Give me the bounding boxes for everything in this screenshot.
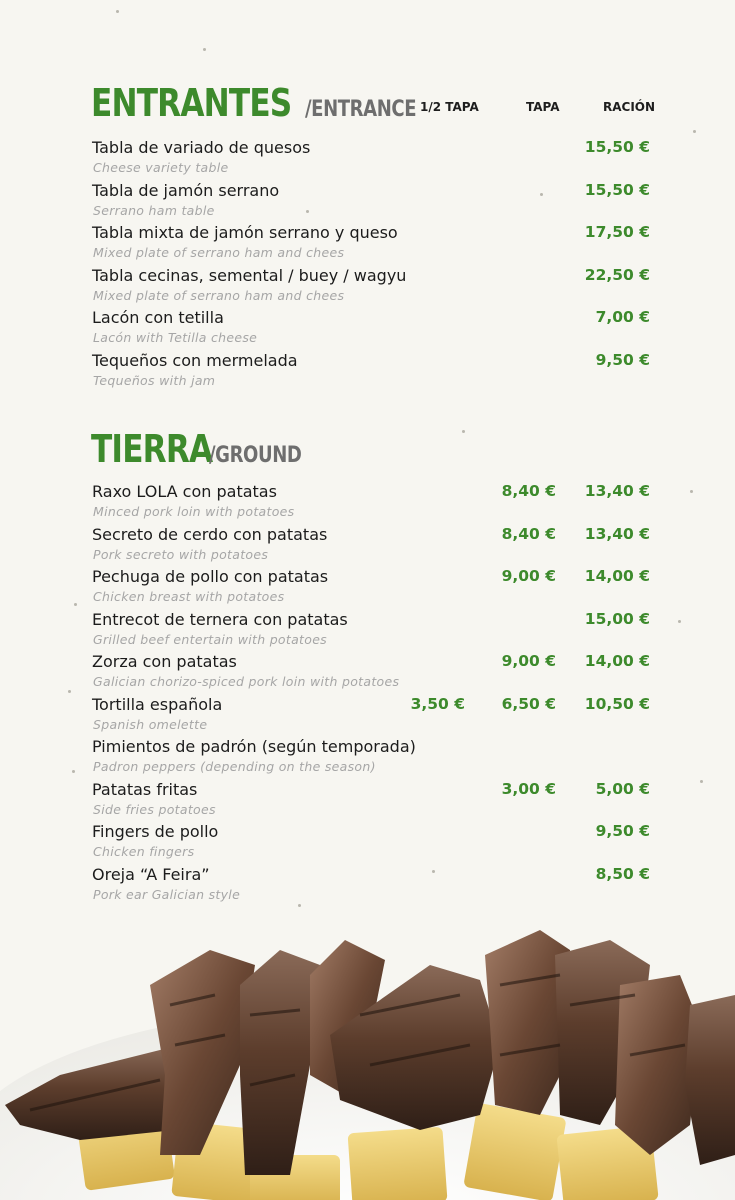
- menu-item-name: Secreto de cerdo con patatas: [92, 524, 328, 544]
- menu-item: [92, 138, 662, 181]
- section-subtitle: /ENTRANCE: [305, 97, 417, 122]
- paper-speck: [72, 770, 75, 773]
- price-tapa: 8,40 €: [501, 524, 556, 543]
- column-header-tapa: TAPA: [526, 100, 560, 114]
- price-tapa: 3,00 €: [501, 779, 556, 798]
- paper-speck: [203, 48, 206, 51]
- paper-speck: [678, 620, 681, 623]
- price-racion: 22,50 €: [584, 265, 650, 284]
- paper-speck: [74, 603, 77, 606]
- price-racion: 5,00 €: [595, 779, 650, 798]
- menu-item-description: Chicken breast with potatoes: [93, 589, 285, 604]
- menu-item: [92, 351, 662, 394]
- price-half-tapa: 3,50 €: [410, 694, 465, 713]
- menu-item: [92, 610, 662, 653]
- price-tapa: 9,00 €: [501, 652, 556, 670]
- menu-item-name: Tabla de jamón serrano: [92, 180, 280, 200]
- paper-speck: [116, 10, 119, 13]
- menu-item-description: Pork secreto with potatoes: [93, 546, 269, 562]
- price-racion: 9,50 €: [595, 822, 650, 840]
- menu-item: [92, 266, 662, 309]
- price-racion: 9,50 €: [595, 351, 650, 369]
- menu-item-description: Grilled beef entertain with potatoes: [93, 631, 327, 647]
- menu-item: [92, 695, 662, 738]
- price-racion: 10,50 €: [584, 694, 650, 713]
- menu-item-name: Entrecot de ternera con patatas: [92, 609, 348, 629]
- section-title: ENTRANTES: [91, 81, 292, 125]
- section-subtitle: /GROUND: [208, 443, 302, 468]
- price-racion: 8,50 €: [595, 864, 650, 883]
- price-racion: 15,50 €: [584, 180, 650, 199]
- menu-item: [92, 223, 662, 266]
- menu-item: [92, 865, 662, 908]
- menu-item-name: Zorza con patatas: [92, 652, 237, 671]
- price-tapa: 8,40 €: [501, 482, 556, 500]
- menu-item: [92, 567, 662, 610]
- paper-speck: [68, 690, 71, 693]
- menu-item-name: Patatas fritas: [92, 779, 198, 799]
- menu-item: [92, 822, 662, 865]
- price-racion: 17,50 €: [584, 223, 650, 242]
- menu-item-name: Pechuga de pollo con patatas: [92, 567, 329, 586]
- paper-speck: [693, 130, 696, 133]
- menu-item-description: Lacón with Tetilla cheese: [93, 330, 258, 346]
- menu-item-description: Serrano ham table: [93, 202, 215, 218]
- price-racion: 13,40 €: [584, 482, 650, 500]
- menu-item-name: Tabla cecinas, semental / buey / wagyu: [92, 265, 407, 285]
- section-title: TIERRA: [91, 427, 213, 471]
- menu-item-name: Oreja “A Feira”: [92, 864, 210, 884]
- price-racion: 14,00 €: [584, 652, 650, 670]
- price-racion: 15,00 €: [584, 609, 650, 628]
- grilled-meat-photo: [0, 925, 735, 1200]
- menu-item-description: Cheese variety table: [93, 160, 229, 175]
- price-racion: 14,00 €: [584, 567, 650, 585]
- menu-item-description: Tequeños with jam: [93, 373, 216, 388]
- menu-item-description: Minced pork loin with potatoes: [93, 504, 295, 519]
- column-header-racion: RACIÓN: [603, 100, 656, 114]
- paper-speck: [690, 490, 693, 493]
- menu-item-name: Raxo LOLA con patatas: [92, 482, 277, 501]
- menu-item: [92, 780, 662, 823]
- menu-item-description: Padron peppers (depending on the season): [93, 759, 376, 774]
- menu-item-description: Mixed plate of serrano ham and chees: [93, 287, 345, 303]
- menu-item-name: Fingers de pollo: [92, 822, 219, 841]
- menu-item-name: Tortilla española: [92, 694, 223, 714]
- menu-item: [92, 482, 662, 525]
- section-header-entrantes: [91, 81, 441, 125]
- menu-item: [92, 652, 662, 695]
- section-header-tierra: [91, 427, 322, 471]
- paper-speck: [700, 780, 703, 783]
- price-racion: 13,40 €: [584, 524, 650, 543]
- column-header-half-tapa: 1/2 TAPA: [420, 100, 479, 114]
- price-racion: 7,00 €: [595, 308, 650, 327]
- menu-item-description: Galician chorizo-spiced pork loin with potatoes: [93, 674, 400, 689]
- menu-item-description: Side fries potatoes: [93, 801, 216, 817]
- menu-item: [92, 181, 662, 224]
- price-racion: 15,50 €: [584, 138, 650, 156]
- menu-item-description: Pork ear Galician style: [93, 886, 241, 902]
- menu-item-name: Lacón con tetilla: [92, 308, 224, 328]
- menu-item-name: Tequeños con mermelada: [92, 351, 298, 370]
- menu-item: [92, 525, 662, 568]
- menu-item-description: Spanish omelette: [93, 716, 208, 732]
- menu-item-name: Tabla mixta de jamón serrano y queso: [92, 223, 398, 243]
- menu-item-name: Pimientos de padrón (según temporada): [92, 737, 416, 756]
- price-tapa: 6,50 €: [501, 694, 556, 713]
- menu-item: [92, 737, 662, 780]
- menu-item-name: Tabla de variado de quesos: [92, 138, 311, 157]
- menu-item: [92, 308, 662, 351]
- paper-speck: [462, 430, 465, 433]
- menu-item-description: Chicken fingers: [93, 844, 195, 859]
- menu-item-description: Mixed plate of serrano ham and chees: [93, 245, 345, 261]
- price-tapa: 9,00 €: [501, 567, 556, 585]
